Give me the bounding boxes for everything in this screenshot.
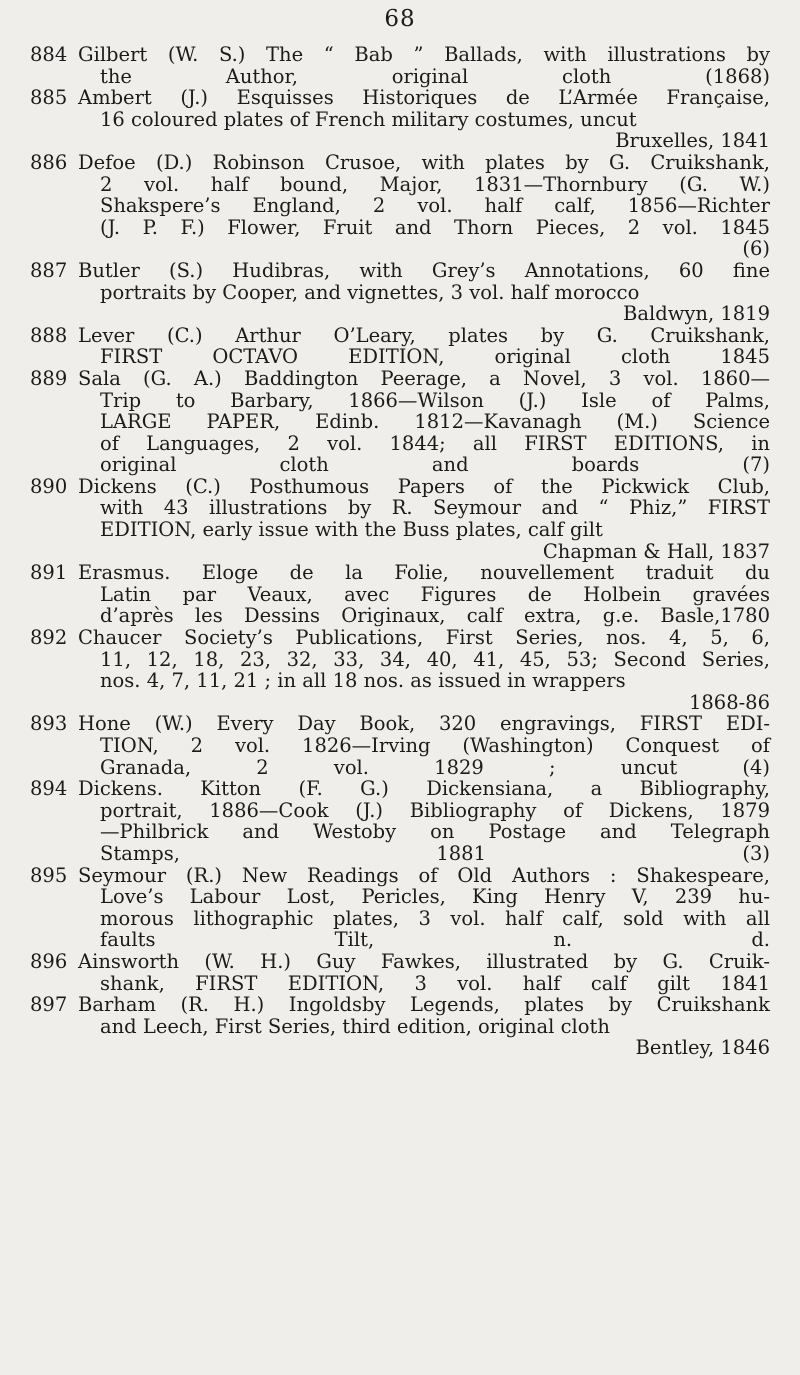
lot-number: 896 [30, 949, 68, 973]
description-line: Dickens (C.) Posthumous Papers of the Pickwick Club, [78, 474, 770, 498]
lot-description [78, 260, 770, 325]
description-line: nos. 4, 7, 11, 21 ; in all 18 nos. as issued in wrappers [100, 669, 626, 693]
lot-number: 886 [30, 150, 68, 174]
description-line: 16 coloured plates of French military costumes, uncut [100, 107, 637, 131]
lot-description [78, 778, 770, 864]
catalogue-entries [0, 44, 800, 1059]
description-line: 11, 12, 18, 23, 32, 33, 34, 40, 41, 45, 53; Second Series, [100, 647, 770, 671]
catalogue-entry [0, 951, 800, 994]
lot-description [78, 994, 770, 1059]
description-line: the Author, original cloth (1868) [100, 64, 770, 88]
description-line: portraits by Cooper, and vignettes, 3 vol. half morocco [100, 280, 640, 304]
description-line: LARGE PAPER, Edinb. 1812—Kavanagh (M.) Science [100, 410, 770, 434]
description-line: Seymour (R.) New Readings of Old Authors : Shakespeare, [78, 863, 770, 887]
description-line: Ambert (J.) Esquisses Historiques de L’Armée Française, [78, 86, 770, 110]
description-line: shank, FIRST EDITION, 3 vol. half calf gilt 1841 [100, 971, 770, 995]
lot-number: 887 [30, 258, 68, 282]
catalogue-entry [0, 476, 800, 562]
lot-description [78, 562, 770, 627]
catalogue-entry [0, 152, 800, 260]
catalogue-entry [0, 778, 800, 864]
description-line: Granada, 2 vol. 1829 ; uncut (4) [100, 755, 770, 779]
catalogue-entry [0, 368, 800, 476]
description-line: Baldwyn, 1819 [623, 302, 770, 326]
description-line: Lever (C.) Arthur O’Leary, plates by G. Cruikshank, [78, 323, 770, 347]
description-line: portrait, 1886—Cook (J.) Bibliography of Dickens, 1879 [100, 798, 770, 822]
description-line: original cloth and boards (7) [100, 453, 770, 477]
catalogue-entry [0, 865, 800, 951]
description-line: Hone (W.) Every Day Book, 320 engravings, FIRST EDI- [78, 712, 770, 736]
catalogue-entry [0, 713, 800, 778]
lot-description [78, 87, 770, 152]
description-line: Barham (R. H.) Ingoldsby Legends, plates by Cruikshank [78, 993, 770, 1017]
description-line: Trip to Barbary, 1866—Wilson (J.) Isle of Palms, [100, 388, 770, 412]
lot-description [78, 368, 770, 476]
description-line: 1868-86 [688, 690, 770, 714]
lot-number: 893 [30, 712, 68, 736]
lot-description [78, 713, 770, 778]
lot-description [78, 44, 770, 87]
lot-description [78, 476, 770, 562]
description-line: TION, 2 vol. 1826—Irving (Washington) Conquest of [100, 734, 770, 757]
lot-number: 889 [30, 366, 68, 390]
description-line: Stamps, 1881 (3) [100, 841, 770, 865]
catalogue-entry [0, 325, 800, 368]
lot-description [78, 152, 770, 260]
description-line: Love’s Labour Lost, Pericles, King Henry V, 239 hu- [100, 885, 770, 909]
description-line: Bruxelles, 1841 [615, 129, 770, 153]
lot-description [78, 865, 770, 951]
catalogue-entry [0, 260, 800, 325]
lot-number: 890 [30, 474, 68, 498]
description-line: Gilbert (W. S.) The “ Bab ” Ballads, with illustrations by [78, 43, 770, 66]
description-line: —Philbrick and Westoby on Postage and Telegraph [100, 820, 770, 844]
description-line: with 43 illustrations by R. Seymour and “ Phiz,” FIRST [100, 496, 770, 520]
catalogue-entry [0, 994, 800, 1059]
lot-number: 888 [30, 323, 68, 347]
description-line: Bentley, 1846 [635, 1036, 770, 1060]
description-line: FIRST OCTAVO EDITION, original cloth 1845 [100, 345, 770, 369]
description-line: and Leech, First Series, third edition, original cloth [100, 1014, 610, 1038]
description-line: Sala (G. A.) Baddington Peerage, a Novel, 3 vol. 1860— [78, 366, 770, 390]
lot-number: 891 [30, 561, 68, 585]
catalogue-entry [0, 87, 800, 152]
description-line: of Languages, 2 vol. 1844; all FIRST EDITIONS, in [100, 431, 770, 455]
catalogue-entry [0, 627, 800, 713]
description-line: Butler (S.) Hudibras, with Grey’s Annotations, 60 fine [78, 258, 770, 282]
lot-number: 894 [30, 777, 68, 801]
lot-number: 884 [30, 43, 68, 66]
description-line: Defoe (D.) Robinson Crusoe, with plates by G. Cruikshank, [78, 150, 770, 174]
catalogue-entry [0, 562, 800, 627]
page-number: 68 [384, 6, 416, 32]
lot-description [78, 325, 770, 368]
catalogue-entry [0, 44, 800, 87]
description-line: (J. P. F.) Flower, Fruit and Thorn Pieces, 2 vol. 1845 [100, 215, 770, 239]
description-line: (6) [742, 237, 770, 261]
description-line: Dickens. Kitton (F. G.) Dickensiana, a Bibliography, [78, 777, 770, 801]
description-line: EDITION, early issue with the Buss plates, calf gilt [100, 518, 603, 542]
description-line: Chaucer Society’s Publications, First Series, nos. 4, 5, 6, [78, 626, 770, 650]
description-line: Chapman & Hall, 1837 [542, 539, 770, 563]
description-line: d’après les Dessins Originaux, calf extra, g.e. Basle,1780 [100, 604, 770, 628]
description-line: Erasmus. Eloge de la Folie, nouvellement traduit du [78, 561, 770, 585]
lot-description [78, 627, 770, 713]
description-line: faults Tilt, n. d. [100, 928, 770, 952]
description-line: Latin par Veaux, avec Figures de Holbein gravées [100, 582, 770, 606]
description-line: Ainsworth (W. H.) Guy Fawkes, illustrated by G. Cruik- [78, 949, 770, 973]
lot-number: 897 [30, 993, 68, 1017]
lot-number: 885 [30, 86, 68, 110]
description-line: morous lithographic plates, 3 vol. half calf, sold with all [100, 906, 770, 930]
description-line: Shakspere’s England, 2 vol. half calf, 1856—Richter [100, 194, 770, 218]
description-line: 2 vol. half bound, Major, 1831—Thornbury (G. W.) [100, 172, 770, 196]
lot-number: 895 [30, 863, 68, 887]
lot-description [78, 951, 770, 994]
lot-number: 892 [30, 626, 68, 650]
